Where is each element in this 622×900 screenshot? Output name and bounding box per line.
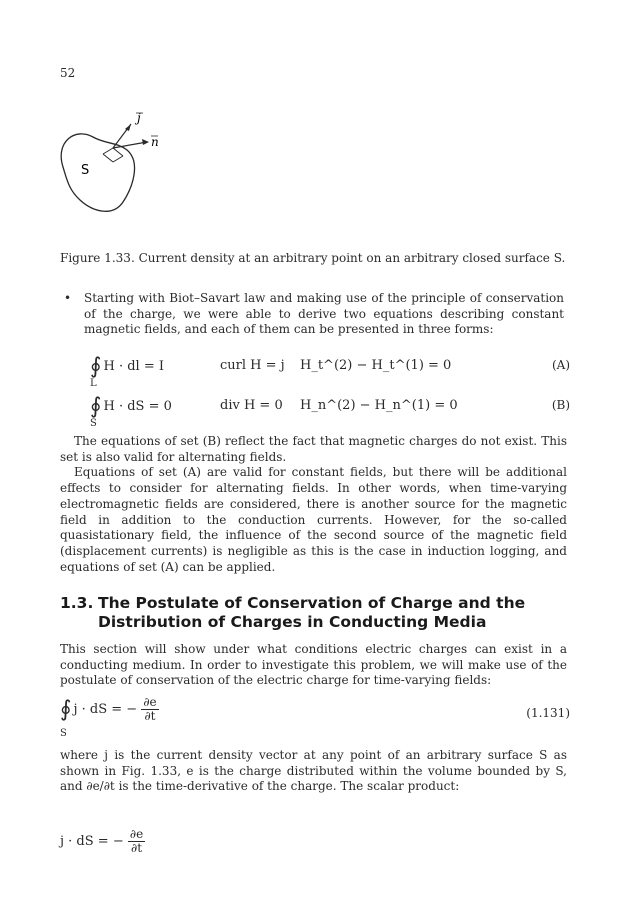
eq-b-integral-body: H · dS = 0 xyxy=(103,399,172,414)
eq-a-integral: ∮ H · dl = I xyxy=(90,354,164,379)
final-eq-denominator: ∂t xyxy=(131,841,143,855)
after-equation-text xyxy=(60,748,567,795)
eq-1131-tag: (1.131) xyxy=(526,706,570,720)
closed-surface-outline xyxy=(61,134,134,211)
label-j: j xyxy=(137,112,141,125)
surface-diagram xyxy=(55,112,195,222)
eq-a-curl: curl H = j xyxy=(220,358,285,373)
final-eq-lhs: j · dS = − xyxy=(60,834,124,849)
eq-b-div: div H = 0 xyxy=(220,398,283,413)
eq-b-tag: (B) xyxy=(551,398,570,412)
label-n: n xyxy=(151,135,159,149)
section-intro xyxy=(60,642,567,689)
eq-1131-numerator: ∂e xyxy=(143,695,157,709)
equation-set-a xyxy=(90,354,570,389)
figure-1-33 xyxy=(55,112,195,222)
section-intro-text: This section will show under what conditions electric charges can exist in a conducting medium. In order to investigate this problem, we will make use of the postulate of conservation of the electric charge for time-varying fields: xyxy=(60,642,567,688)
label-surface: S xyxy=(81,163,90,178)
bullet-marker: • xyxy=(64,291,72,305)
section-number: 1.3. xyxy=(60,594,94,612)
figure-caption: Figure 1.33. Current density at an arbitrary point on an arbitrary closed surface S. xyxy=(60,251,566,265)
bullet-text: Starting with Biot–Savart law and making use of the principle of conservation of the charge, we were able to derive two equations describing constant magnetic fields, and each of them can be presented in three forms: xyxy=(84,291,564,336)
final-equation xyxy=(60,826,540,860)
equation-set-b xyxy=(90,394,570,429)
eq-b-integral: ∮ H · dS = 0 xyxy=(90,394,172,419)
eq-1131-denominator: ∂t xyxy=(144,709,156,723)
eq-1131-fraction xyxy=(141,696,158,723)
section-title-line1: The Postulate of Conservation of Charge and the xyxy=(98,594,526,612)
eq-a-integral-body: H · dl = I xyxy=(103,359,164,374)
eq-b-integral-sub: S xyxy=(90,418,97,429)
eq-a-tag: (A) xyxy=(551,358,570,372)
section-heading xyxy=(60,594,580,632)
final-eq-numerator: ∂e xyxy=(129,827,144,841)
eq-a-boundary: H_t^(2) − H_t^(1) = 0 xyxy=(300,358,452,373)
paragraph-1: The equations of set (B) reflect the fact that magnetic charges do not exist. This set is also valid for alternating fields. xyxy=(60,434,567,464)
eq-1131-lhs: j · dS = − xyxy=(73,702,138,717)
eq-b-boundary: H_n^(2) − H_n^(1) = 0 xyxy=(300,398,458,413)
after-equation-paragraph: where j is the current density vector at any point of an arbitrary surface S as shown in Fig. 1.33, e is the charge distributed within the volume bounded by S, and ∂e/∂t is the time-derivative of the charge. The scalar product: xyxy=(60,748,567,794)
paragraph-2: Equations of set (A) are valid for constant fields, but there will be additional effects to consider for alternating fields. In other words, when time-varying electromagnetic fields are considered, there is another source for the magnetic field in addition to the conduction currents. However, for the so-called quasistationary field, the influence of the second source of the magnetic field (displacement currents) is negligible as this is the case in induction logging, and equations of set (A) can be applied. xyxy=(60,465,567,574)
body-paragraphs xyxy=(60,434,567,575)
page-number: 52 xyxy=(60,66,76,80)
section-title-line2: Distribution of Charges in Conducting Media xyxy=(98,613,487,631)
equation-1-131: ∮ j · dS = − $\frac{\partial e}{\partial t}$ S (1.131) xyxy=(60,695,570,739)
eq-a-integral-sub: L xyxy=(90,378,97,389)
final-eq-fraction xyxy=(128,828,145,855)
eq-1131-sub: S xyxy=(60,728,67,739)
